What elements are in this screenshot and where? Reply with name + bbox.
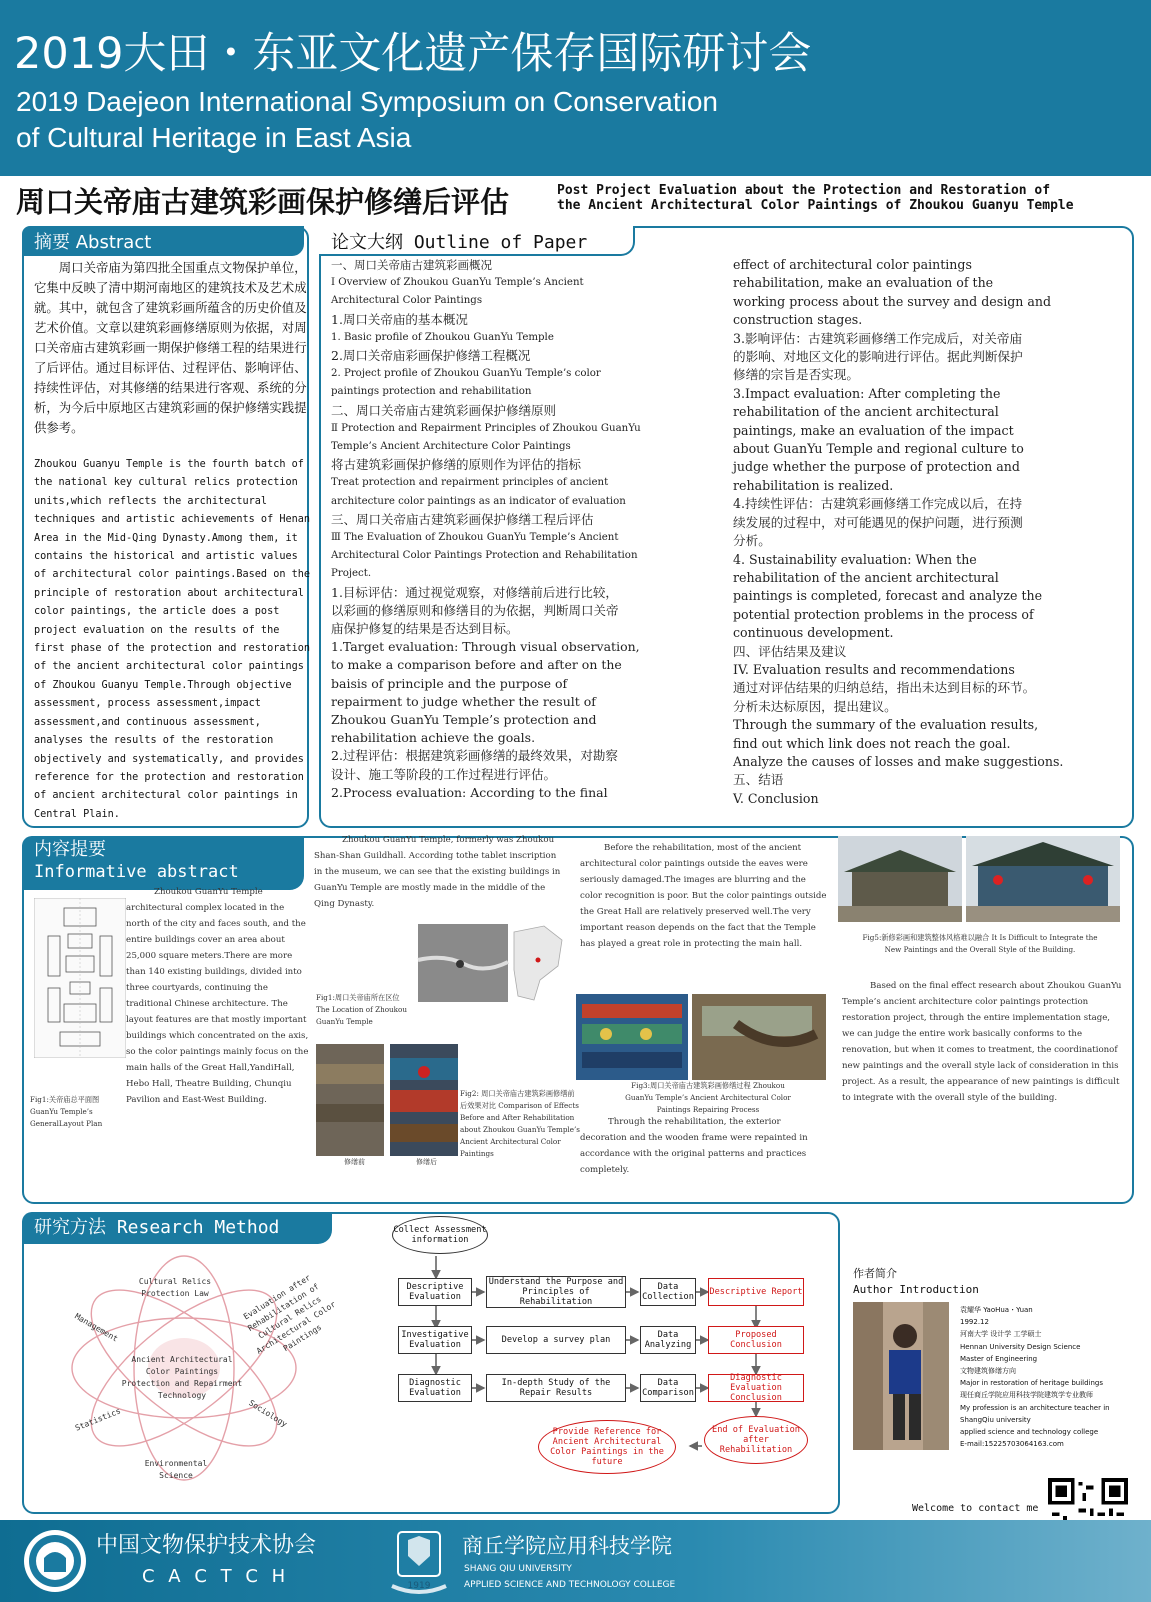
- flow-r1-c3: Data Collection: [640, 1278, 696, 1306]
- venn-center-label: Ancient Architectural Color Paintings Protection and Repairment Technology: [121, 1355, 243, 1400]
- author-line: My profession is an architecture teacher in: [960, 1403, 1110, 1412]
- outline-left-line: paintings protection and rehabilitation: [331, 386, 532, 398]
- informative-heading-cn: 内容提要: [34, 839, 106, 860]
- outline-left-column: [331, 256, 711, 802]
- outline-right-line: judge whether the purpose of protection and: [733, 459, 1020, 475]
- temple-layout-plan: [34, 898, 126, 1058]
- outline-right-line: rehabilitation is realized.: [733, 477, 894, 493]
- outline-right-line: 四、评估结果及建议: [733, 643, 847, 659]
- outline-right-line: Through the summary of the evaluation results,: [733, 717, 1039, 733]
- outline-left-line: Temple’s Ancient Architecture Color Paintings: [331, 441, 571, 453]
- outline-right-line: 3.Impact evaluation: After completing the: [733, 385, 1001, 401]
- informative-col2-text: Zhoukou GuanYu Temple, formerly was Zhoukou Shan-Shan Guildhall. According tothe tablet inscription in the museum, we can see that the existing buildings in GuanYu Temple are mostly made in the middle of the Qing Dynasty.: [314, 835, 561, 909]
- abstract-cn: 周口关帝庙为第四批全国重点文物保护单位，它集中反映了清中期河南地区的建筑技术及艺术成就。其中，就包含了建筑彩画所蕴含的历史价值及艺术价值。文章以建筑彩画修缮原则为依据，对周口关帝庙古建筑彩画一期保护修缮工程的结果进行了后评估。通过目标评估、过程评估、影响评估、持续性评估，对其修缮的结果进行客观、系统的分析，为今后中原地区古建筑彩画的保护修缮实践提供参考。: [34, 260, 307, 435]
- outline-right-line: 的影响、对地区文化的影响进行评估。据此判断保护: [733, 349, 1023, 365]
- paper-title-cn: 周口关帝庙古建筑彩画保护修缮后评估: [16, 185, 510, 219]
- outline-right-line: 分析。: [733, 533, 771, 549]
- research-heading: 研究方法 Research Method: [22, 1212, 332, 1244]
- outline-left-line: 设计、施工等阶段的工作过程进行评估。: [331, 766, 557, 782]
- outline-right-line: 3.影响评估：古建筑彩画修缮工作完成后，对关帝庙: [733, 330, 1023, 346]
- outline-left-line: repairment to judge whether the result of: [331, 693, 596, 709]
- venn-top-label: Cultural Relics Protection Law: [138, 1277, 212, 1298]
- author-line: applied science and technology college: [960, 1428, 1099, 1437]
- flow-r1-c2: Understand the Purpose and Principles of Rehabilitation: [486, 1276, 626, 1308]
- outline-left-line: 一、周口关帝庙古建筑彩画概况: [331, 258, 492, 272]
- repair-process-photos: [576, 994, 826, 1080]
- author-heading: [853, 1266, 979, 1298]
- outline-right-line: 五、结语: [733, 772, 784, 788]
- author-details: [960, 1304, 1150, 1450]
- outline-left-line: 2.过程评估：根据建筑彩画修缮的最终效果，对勘察: [331, 748, 618, 764]
- venn-right-top-label: Evaluation after Rehabilitation of Cultural Relics Architectural Color Paintings: [241, 1272, 338, 1356]
- outline-right-line: V. Conclusion: [733, 790, 819, 806]
- venn-left-label: Management: [73, 1311, 120, 1344]
- author-heading-en: Author Introduction: [853, 1283, 979, 1296]
- outline-right-line: rehabilitation, make an evaluation of the: [733, 275, 994, 291]
- outline-left-line: baisis of principle and the purpose of: [331, 675, 568, 691]
- outline-left-line: Ⅲ The Evaluation of Zhoukou GuanYu Temple’s Ancient: [331, 532, 619, 544]
- temple-exterior-photos: [838, 836, 1120, 922]
- outline-right-line: continuous development.: [733, 625, 894, 641]
- research-panel: [22, 1212, 840, 1514]
- author-line: 1992.12: [960, 1318, 989, 1327]
- school-name-en-2: APPLIED SCIENCE AND TECHNOLOGY COLLEGE: [464, 1580, 676, 1590]
- before-after-photos: [316, 1044, 458, 1156]
- flow-start: Collect Assessment information: [392, 1216, 488, 1254]
- outline-left-line: 1. Basic profile of Zhoukou GuanYu Temple: [331, 331, 554, 343]
- outline-right-line: working process about the survey and design and: [733, 293, 1052, 309]
- fig3-caption: Fig3:周口关帝庙古建筑彩画修缮过程 Zhoukou GuanYu Temple’s Ancient Architectural Color Paintings Repairing Process: [625, 1081, 791, 1114]
- abstract-panel: [22, 226, 309, 828]
- author-line: Hennan University Design Science: [960, 1342, 1081, 1351]
- outline-left-line: to make a comparison before and after on the: [331, 657, 622, 673]
- outline-left-line: 2.Process evaluation: According to the final: [331, 784, 608, 800]
- outline-left-line: Treat protection and repairment principles of ancient: [331, 477, 609, 489]
- outline-right-line: Analyze the causes of losses and make suggestions.: [733, 753, 1064, 769]
- outline-right-line: 通过对评估结果的归纳总结，指出未达到目标的环节。: [733, 680, 1036, 696]
- outline-right-line: effect of architectural color paintings: [733, 257, 972, 272]
- paper-title-en-1: Post Project Evaluation about the Protection and Restoration of: [557, 183, 1051, 198]
- contact-text: Welcome to contact me: [912, 1503, 1039, 1514]
- outline-left-line: Ⅱ Protection and Repairment Principles of Zhoukou GuanYu: [331, 422, 641, 434]
- author-heading-cn: 作者简介: [853, 1267, 897, 1280]
- author-line: 现任商丘学院应用科技学院建筑学专业教师: [960, 1391, 1093, 1400]
- outline-left-line: rehabilitation achieve the goals.: [331, 730, 536, 746]
- author-line: 袁耀华 YaoHua・Yuan: [960, 1306, 1033, 1314]
- venn-bottom-label: Environmental Science: [144, 1459, 208, 1480]
- outline-left-line: 庙保护修复的结果是否达到目标。: [331, 621, 519, 637]
- outline-left-line: Project.: [331, 568, 372, 580]
- venn-bottom-right-label: Sociology: [247, 1398, 289, 1429]
- author-line: Master of Engineering: [960, 1354, 1038, 1363]
- flow-r3-c3: Data Comparison: [640, 1374, 696, 1402]
- outline-right-line: about GuanYu Temple and regional culture to: [733, 441, 1024, 457]
- poster-footer: [0, 1520, 1151, 1602]
- flow-r2-c1: Investigative Evaluation: [398, 1326, 472, 1354]
- informative-panel: [22, 836, 1134, 1204]
- informative-col3-text2: Through the rehabilitation, the exterior decoration and the wooden frame were repainted in accordance with the original patterns and practices completely.: [580, 1117, 808, 1175]
- outline-left-line: architecture color paintings as an indicator of evaluation: [331, 495, 626, 507]
- outline-right-line: rehabilitation of the ancient architectural: [733, 404, 999, 420]
- informative-col4-text: Based on the final effect research about Zhoukou GuanYu Temple’s ancient architecture color paintings protection restoration project, through the entire implementation stage, we can judge the entire work basically conforms to the renovation, but when it comes to treatment, the coordinationof new paintings and the overall style lack of consideration in this project. As a result, the appearance of new paintings is difficult to integrate with the overall style of the building.: [842, 981, 1122, 1103]
- outline-heading: 论文大纲 Outline of Paper: [319, 226, 635, 256]
- flow-r2-c2: Develop a survey plan: [486, 1326, 626, 1354]
- author-line: 河南大学 设计学 工学硕士: [960, 1330, 1042, 1339]
- fig1-caption: Fig1:关帝庙总平面图 GuanYu Temple’s GeneralLayout Plan: [30, 1095, 103, 1128]
- flow-r3-c2: In-depth Study of the Repair Results: [486, 1374, 626, 1402]
- author-line: E-mail:15225703064163.com: [960, 1440, 1064, 1449]
- before-label: 修缮前: [344, 1158, 365, 1166]
- outline-left-line: Ⅰ Overview of Zhoukou GuanYu Temple’s Ancient: [331, 277, 584, 289]
- org-name-en: C A C T C H: [142, 1566, 290, 1587]
- school-name-cn: 商丘学院应用科技学院: [462, 1534, 672, 1558]
- paper-title-en: [557, 183, 1074, 213]
- seal-year: 1919: [407, 1581, 431, 1591]
- outline-left-line: 以彩画的修缮原则和修缮目的为依据，判断周口关帝: [331, 602, 619, 618]
- outline-right-line: 4. Sustainability evaluation: When the: [733, 551, 977, 567]
- outline-left-line: 二、周口关帝庙古建筑彩画保护修缮原则: [331, 402, 557, 418]
- org-name-cn: 中国文物保护技术协会: [96, 1533, 317, 1558]
- outline-right-line: construction stages.: [733, 312, 863, 328]
- informative-heading-en: Informative abstract: [34, 862, 239, 882]
- outline-right-line: paintings, make an evaluation of the impact: [733, 422, 1014, 438]
- paper-title-en-2: the Ancient Architectural Color Paintings of Zhoukou Guanyu Temple: [557, 198, 1074, 213]
- author-photo: [853, 1302, 949, 1450]
- outline-right-line: potential protection problems in the process of: [733, 606, 1034, 622]
- outline-left-line: Zhoukou GuanYu Temple’s protection and: [331, 712, 597, 728]
- outline-left-line: 2. Project profile of Zhoukou GuanYu Temple’s color: [331, 368, 601, 380]
- outline-left-line: 2.周口关帝庙彩画保护修缮工程概况: [331, 348, 531, 364]
- outline-right-line: 4.持续性评估：古建筑彩画修缮工作完成以后，在持: [733, 496, 1023, 512]
- poster-header: [0, 0, 1151, 176]
- flow-r3-c4: Diagnostic Evaluation Conclusion: [708, 1374, 804, 1402]
- outline-right-line: rehabilitation of the ancient architectural: [733, 569, 999, 585]
- venn-bottom-left-label: Statistics: [73, 1406, 122, 1433]
- author-line: ShangQiu university: [960, 1415, 1031, 1424]
- informative-col3-text: Before the rehabilitation, most of the ancient architectural color paintings outside the eaves were seriously damaged.The images are blurring and the color recognition is poor. But the color paintings outside the Great Hall are relatively preserved well.The very important reason depends on the fact that the Temple has played a great role in protecting the main hall.: [580, 843, 827, 949]
- symposium-title-cn: 2019大田・东亚文化遗产保存国际研讨会: [14, 29, 812, 79]
- symposium-title-en-2: of Cultural Heritage in East Asia: [16, 122, 412, 153]
- flow-r2-c4: Proposed Conclusion: [708, 1326, 804, 1354]
- abstract-en: Zhoukou Guanyu Temple is the fourth batch of the national key cultural relics protection units,which reflects the architectural techniques and artistic achievements of Henan Area in the Mid-Qing Dynasty.Among them, it contains the historical and artistic values of architectural color paintings.Based on the principle of restoration about architectural color paintings, the article does a post project evaluation on the results of the first phase of the protection and restoration of the ancient architectural color paintings of Zhoukou Guanyu Temple.Through objective assessment, process assessment,impact assessment,and continuous assessment, analyses the results of the restoration objectively and systematically, and provides reference for the protection and restoration of ancient architectural color paintings in Central Plain.: [34, 459, 311, 820]
- outline-left-line: 1.目标评估：通过视觉观察，对修缮前后进行比较，: [331, 584, 618, 600]
- flow-provide-reference: Provide Reference for Ancient Architectural Color Paintings in the future: [538, 1420, 676, 1474]
- author-line: Major in restoration of heritage buildings: [960, 1379, 1104, 1388]
- outline-right-line: paintings is completed, forecast and analyze the: [733, 588, 1043, 604]
- flow-r2-c3: Data Analyzing: [640, 1326, 696, 1354]
- outline-right-line: find out which link does not reach the goal.: [733, 735, 1011, 751]
- abstract-heading: 摘要 Abstract: [22, 226, 304, 256]
- outline-right-column: [733, 256, 1118, 808]
- flow-r3-c1: Diagnostic Evaluation: [398, 1374, 472, 1402]
- author-line: 文物建筑修缮方向: [960, 1367, 1016, 1376]
- outline-left-line: Architectural Color Paintings: [331, 295, 483, 307]
- flow-r1-c4: Descriptive Report: [708, 1278, 804, 1306]
- outline-right-line: IV. Evaluation results and recommendations: [733, 661, 1015, 677]
- outline-right-line: 分析未达标原因，提出建议。: [733, 698, 897, 714]
- cactch-logo: [22, 1528, 88, 1594]
- outline-left-line: 三、周口关帝庙古建筑彩画保护修缮工程后评估: [331, 511, 594, 527]
- school-name-en-1: SHANG QIU UNIVERSITY: [464, 1564, 572, 1574]
- flow-r1-c1: Descriptive Evaluation: [398, 1278, 472, 1306]
- university-seal: [384, 1526, 454, 1596]
- outline-left-line: Architectural Color Paintings Protection and Rehabilitation: [331, 550, 638, 562]
- location-map: [414, 920, 568, 1014]
- outline-left-line: 1.Target evaluation: Through visual observation,: [331, 639, 640, 655]
- informative-col1-text: Zhoukou GuanYu Temple architectural complex located in the north of the city and faces south, and the entire buildings cover an area about 25,000 square meters.There are more than 140 existing buildings, divided into three courtyards, continuing the traditional Chinese architecture. The layout features are that mostly important buildings which concentrated on the axis, so the color paintings mainly focus on the main halls of the Great Hall,YandiHall, Hebo Hall, Theatre Building, Chunqiu Pavilion and East-West Building.: [126, 887, 309, 1105]
- outline-right-line: 续发展的过程中，对可能遇见的保护问题，进行预测: [733, 514, 1023, 530]
- flow-end: End of Evaluation after Rehabilitation: [704, 1416, 808, 1464]
- informative-heading: [22, 836, 304, 890]
- after-label: 修缮后: [416, 1158, 437, 1166]
- fig2-caption: Fig2: 周口关帝庙古建筑彩画修缮前后效果对比 Comparison of Effects Before and After Rehabilitation about Zhoukou GuanYu Temple’s Ancient Architectural Color Paintings: [460, 1089, 580, 1158]
- outline-left-line: 1.周口关帝庙的基本概况: [331, 311, 468, 327]
- map-caption: Fig1:周口关帝庙所在区位 The Location of Zhoukou GuanYu Temple: [316, 993, 407, 1026]
- outline-left-line: 将古建筑彩画保护修缮的原则作为评估的指标: [331, 457, 582, 473]
- symposium-title-en-1: 2019 Daejeon International Symposium on Conservation: [16, 86, 718, 117]
- outline-right-line: 修缮的宗旨是否实现。: [733, 367, 859, 383]
- fig5-caption: Fig5:新修彩画和建筑整体风格难以融合 It Is Difficult to Integrate the New Paintings and the Overall Style of the Building.: [862, 933, 1098, 954]
- outline-panel: [319, 226, 1134, 828]
